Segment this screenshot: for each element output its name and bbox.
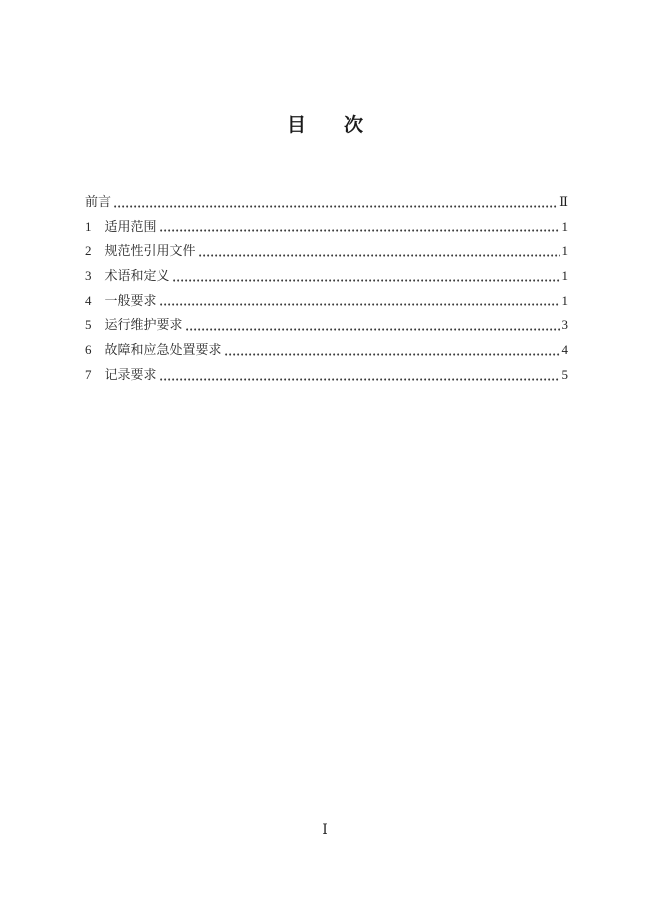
toc-entry-page-number: 1 xyxy=(561,268,568,284)
toc-entry-label: 7 记录要求 xyxy=(85,366,157,382)
page-title: 目 次 xyxy=(286,115,363,136)
toc-entry-page-number: 1 xyxy=(561,218,568,234)
toc-entry[interactable] xyxy=(85,264,568,289)
dot-leader xyxy=(160,300,560,306)
toc-entry-page-number: Ⅱ xyxy=(559,194,568,209)
toc-entry-label: 4 一般要求 xyxy=(85,292,157,308)
toc-entry[interactable] xyxy=(85,239,568,264)
dot-leader xyxy=(199,251,560,257)
table-of-contents xyxy=(0,190,650,388)
toc-entry[interactable] xyxy=(85,190,568,215)
toc-entry-page-number: 4 xyxy=(561,342,568,358)
toc-entry-label: 2 规范性引用文件 xyxy=(85,243,196,259)
toc-entry[interactable] xyxy=(85,215,568,240)
toc-entry[interactable] xyxy=(85,363,568,388)
toc-entry[interactable] xyxy=(85,338,568,363)
toc-entry-page-number: 3 xyxy=(561,317,568,333)
toc-entry-page-number: 1 xyxy=(561,243,568,259)
footer-page-number: Ⅰ xyxy=(322,822,328,837)
dot-leader xyxy=(160,226,560,232)
toc-entry-label: 3 术语和定义 xyxy=(85,268,170,284)
dot-leader xyxy=(114,202,557,208)
toc-entry-label: 前言 xyxy=(85,194,112,209)
dot-leader xyxy=(160,375,560,381)
toc-entry-page-number: 1 xyxy=(561,292,568,308)
toc-entry[interactable] xyxy=(85,289,568,314)
toc-entry-label: 6 故障和应急处置要求 xyxy=(85,342,222,358)
dot-leader xyxy=(186,325,560,331)
toc-entry-page-number: 5 xyxy=(561,366,568,382)
toc-entry-label: 5 运行维护要求 xyxy=(85,317,183,333)
dot-leader xyxy=(225,350,560,356)
dot-leader xyxy=(173,276,560,282)
toc-entry-label: 1 适用范围 xyxy=(85,218,157,234)
toc-entry[interactable] xyxy=(85,313,568,338)
